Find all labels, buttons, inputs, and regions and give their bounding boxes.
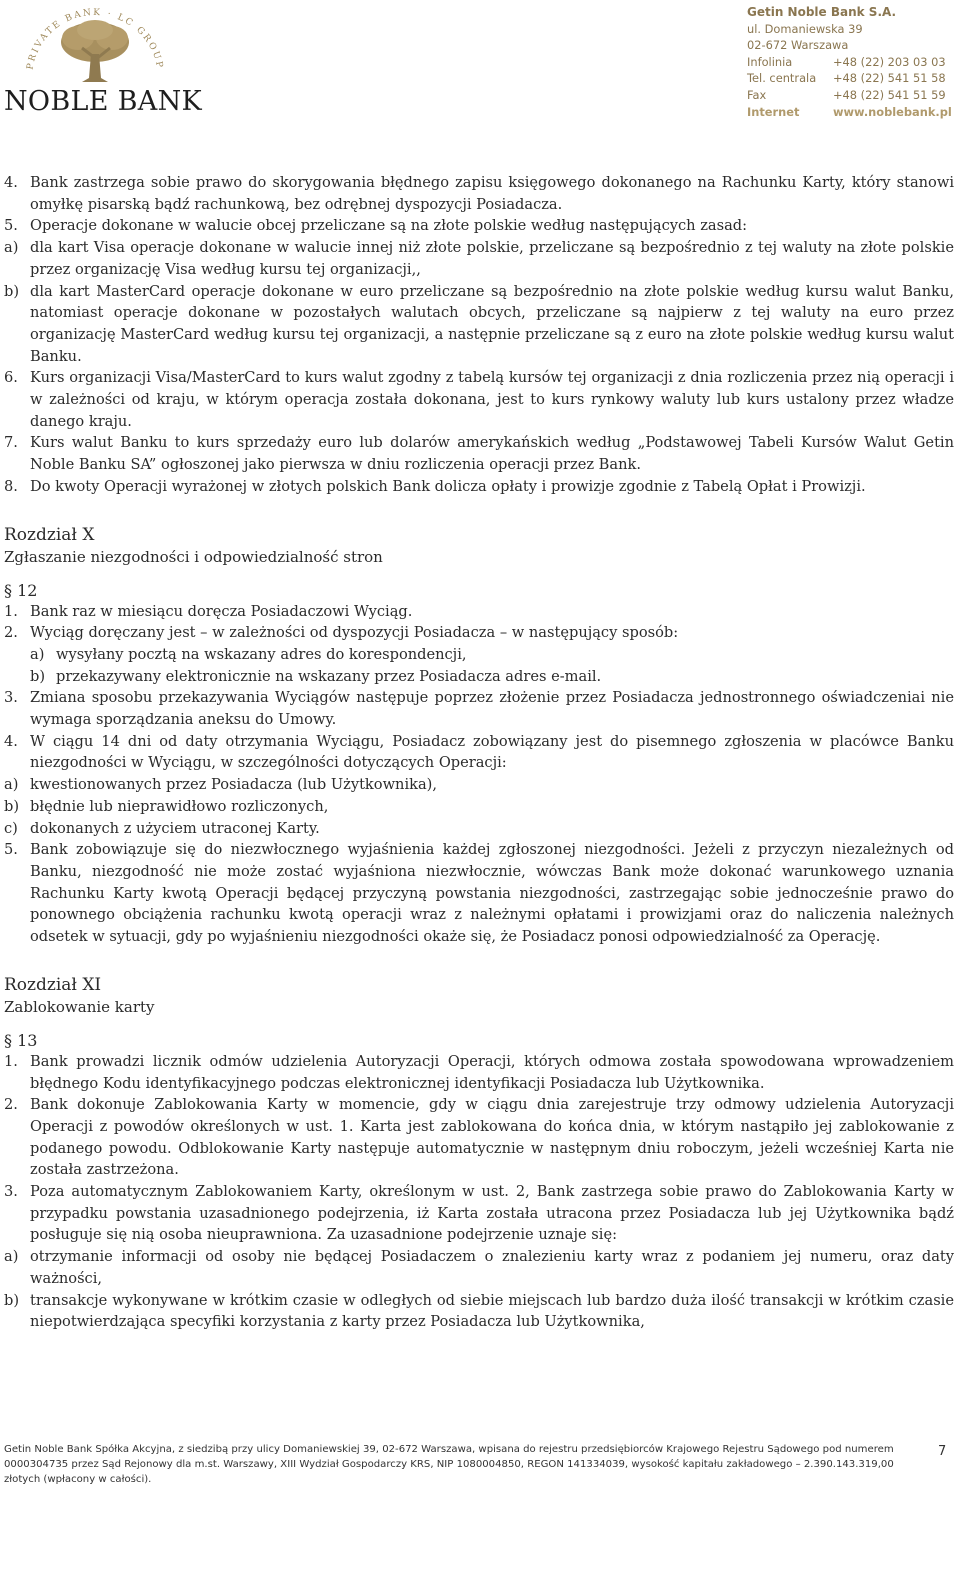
sub-item: a) wysyłany pocztą na wskazany adres do korespondencji, — [30, 645, 467, 663]
list-item: 1. Bank raz w miesiącu doręcza Posiadaczowi Wyciąg. — [4, 602, 413, 620]
website-link[interactable]: www.noblebank.pl — [833, 104, 952, 119]
chapter-title: Rozdział X — [4, 524, 95, 545]
sub-item: a) dla kart Visa operacje dokonane w walucie innej niż złote polskie, przeliczane są bezpośrednio z tej waluty na złote polskie przez organizację Visa według kursu tej organizacji,, — [4, 239, 954, 278]
list-item: 6. Kurs organizacji Visa/MasterCard to kurs walut zgodny z tabelą kursów tej organizacji z dnia rozliczenia przez nią operacji i w zależności od kraju, w którym operacja została dokonana, jest to kurs rynkowy waluty lub kurs ustalony przez władze danego kraju. — [4, 369, 954, 430]
list-item: 3. Zmiana sposobu przekazywania Wyciągów następuje poprzez złożenie przez Posiadacza jednostronnego oświadczeniai nie wymaga sporządzania aneksu do Umowy. — [4, 689, 954, 729]
street-address: ul. Domaniewska 39 — [747, 21, 863, 36]
chapter-title: Rozdział XI — [4, 974, 102, 995]
list-item: 5. Bank zobowiązuje się do niezwłocznego wyjaśnienia każdej zgłoszonej niezgodności. Jeżeli z przyczyn niezależnych od Banku, niezgodność nie może zostać wyjaśniona niezwłocznie, wówczas Bank może dokonać warunkowego uznania Rachunku Karty kwotą Operacji będącej przyczyną powstania niezgodności, zastrzegając sobie jednocześnie prawo do ponownego obciążenia rachunku kwotą operacji wraz z należnymi opłatami i prowizjami oraz do naliczenia należnych odsetek w sytuacji, gdy po wyjaśnieniu niezgodności okaże się, że Posiadacz ponosi odpowiedzialność za Operację. — [4, 841, 954, 946]
chapter-subtitle: Zgłaszanie niezgodności i odpowiedzialność stron — [4, 547, 383, 566]
noble-bank-logo — [0, 0, 202, 125]
list-item: 4. Bank zastrzega sobie prawo do skorygowania błędnego zapisu księgowego dokonanego na Rachunku Karty, który stanowi omyłkę pisarską bądź rachunkową, bez odrębnej dyspozycji Posiadacza. — [4, 174, 954, 213]
sub-item: a) kwestionowanych przez Posiadacza (lub Użytkownika), — [4, 776, 438, 794]
contact-row-infolinia: Infolinia +48 (22) 203 03 03 — [747, 54, 946, 69]
list-item: 1. Bank prowadzi licznik odmów udzielenia Autoryzacji Operacji, których odmowa została spowodowana wprowadzeniem błędnego Kodu identyfikacyjnego podczas elektronicznej identyfikacji Posiadacza lub Użytkownika. — [4, 1052, 954, 1092]
page-number: 7 — [938, 1444, 947, 1459]
sub-item: a) otrzymanie informacji od osoby nie będącej Posiadaczem o znalezieniu karty wraz z podaniem jej numeru, oraz daty ważności, — [4, 1248, 954, 1287]
brand-name: NOBLE BANK — [4, 86, 202, 117]
list-item: 8. Do kwoty Operacji wyrażonej w złotych polskich Bank dolicza opłaty i prowizje zgodnie z Tabelą Opłat i Prowizji. — [4, 477, 866, 495]
list-item: 7. Kurs walut Banku to kurs sprzedaży euro lub dolarów amerykańskich według „Podstawowej Tabeli Kursów Walut Getin Noble Banku SA” ogłoszonej jako pierwsza w dniu rozliczenia operacji przez Bank. — [4, 434, 954, 474]
page-footer: Getin Noble Bank Spółka Akcyjna, z siedzibą przy ulicy Domaniewskiej 39, 02-672 Warszawa, wpisana do rejestru przedsiębiorców Krajowego Rejestru Sądowego pod numerem 0000304735 przez Sąd Rejonowy dla m.st. Warszawy, XIII Wydział Gospodarczy KRS, NIP 1080004850, REGON 141334039, wysokość kapitału zakładowego – 2.390.143.319,00 złotych (wpłacony w całości). — [4, 1444, 894, 1485]
company-name: Getin Noble Bank S.A. — [747, 5, 897, 19]
paragraph-number: § 12 — [4, 580, 38, 600]
list-item: 4. W ciągu 14 dni od daty otrzymania Wyciągu, Posiadacz zobowiązany jest do pisemnego zgłoszenia w placówce Banku niezgodności w Wyciągu, w szczególności dotyczących Operacji: a) kwestionowanych przez Posiadacza (lub Użytkownika), b) błędnie lub nieprawidłowo rozliczonych, c) dokonanych z użyciem utraconej Karty. — [4, 731, 954, 840]
document-body — [4, 172, 954, 1333]
sub-item: b) transakcje wykonywane w krótkim czasie w odległych od siebie miejscach lub bardzo duża ilość transakcji w krótkim czasie niepotwierdzająca specyfiki korzystania z karty przez Posiadacza lub Użytkownika, — [4, 1291, 954, 1331]
chapter-subtitle: Zablokowanie karty — [4, 997, 155, 1016]
tree-icon — [58, 18, 132, 84]
sub-item: b) błędnie lub nieprawidłowo rozliczonych, — [4, 797, 329, 815]
list-item: 5. Operacje dokonane w walucie obcej przeliczane są na złote polskie według następujących zasad: a) dla kart Visa operacje dokonane w walucie innej niż złote polskie, przeliczane są bezpośrednio z tej waluty na złote polskie przez organizację Visa według kursu tej organizacji,, b) dla kart MasterCard operacje dokonane w euro przeliczane są bezpośrednio na złote polskie według kursu walut Banku, natomiast operacje dokonane w pozostałych walutach obcych, przeliczane są najpierw z tej waluty na euro przez organizację MasterCard według kursu tej organizacji, a następnie przeliczane są z euro na złote polskie według kursu walut Banku. — [4, 215, 954, 367]
sub-item: b) przekazywany elektronicznie na wskazany przez Posiadacza adres e-mail. — [30, 667, 602, 685]
contact-block — [747, 4, 957, 120]
list-item: 2. Wyciąg doręczany jest – w zależności od dyspozycji Posiadacza – w następujący sposób: a) wysyłany pocztą na wskazany adres do korespondencji, b) przekazywany elektronicznie na wskazany przez Posiadacza adres e-mail. — [4, 622, 954, 687]
contact-row-centrala: Tel. centrala +48 (22) 541 51 58 — [747, 71, 946, 86]
svg-text:PRIVATE BANK · LC GROUP: PRIVATE BANK · LC GROUP — [25, 7, 165, 71]
list-item: 2. Bank dokonuje Zablokowania Karty w momencie, gdy w ciągu dnia zarejestruje trzy odmowy udzielenia Autoryzacji Operacji z powodów określonych w ust. 1. Karta jest zablokowana do końca dnia, w którym nastąpiło jej zablokowanie z podanego powodu. Odblokowanie Karty następuje automatycznie w następnym dniu roboczym, jeżeli wcześniej Karta nie została zastrzeżona. — [4, 1096, 954, 1179]
sub-item: c) dokonanych z użyciem utraconej Karty. — [4, 819, 320, 837]
page-header — [0, 0, 960, 130]
contact-row-fax: Fax +48 (22) 541 51 59 — [747, 87, 946, 102]
city-address: 02-672 Warszawa — [747, 38, 849, 53]
paragraph-number: § 13 — [4, 1030, 38, 1050]
contact-row-internet: Internet www.noblebank.pl — [747, 104, 952, 119]
list-item: 3. Poza automatycznym Zablokowaniem Karty, określonym w ust. 2, Bank zastrzega sobie prawo do Zablokowania Karty w przypadku powstania uzasadnionego podejrzenia, iż Karta została utracona przez Posiadacza lub jej Użytkownika bądź posługuje się nią osoba nieuprawniona. Za uzasadnione podejrzenie uznaje się: a) otrzymanie informacji od osoby nie będącej Posiadaczem o znalezieniu karty wraz z podaniem jej numeru, oraz daty ważności, b) transakcje wykonywane w krótkim czasie w odległych od siebie miejscach lub bardzo duża ilość transakcji w krótkim czasie niepotwierdzająca specyfiki korzystania z karty przez Posiadacza lub Użytkownika, — [4, 1181, 954, 1333]
sub-item: b) dla kart MasterCard operacje dokonane w euro przeliczane są bezpośrednio na złote polskie według kursu walut Banku, natomiast operacje dokonane w pozostałych walutach obcych, przeliczane są najpierw z tej waluty na euro przez organizację MasterCard według kursu tej organizacji, a następnie przeliczane są z euro na złote polskie według kursu walut Banku. — [4, 282, 954, 365]
